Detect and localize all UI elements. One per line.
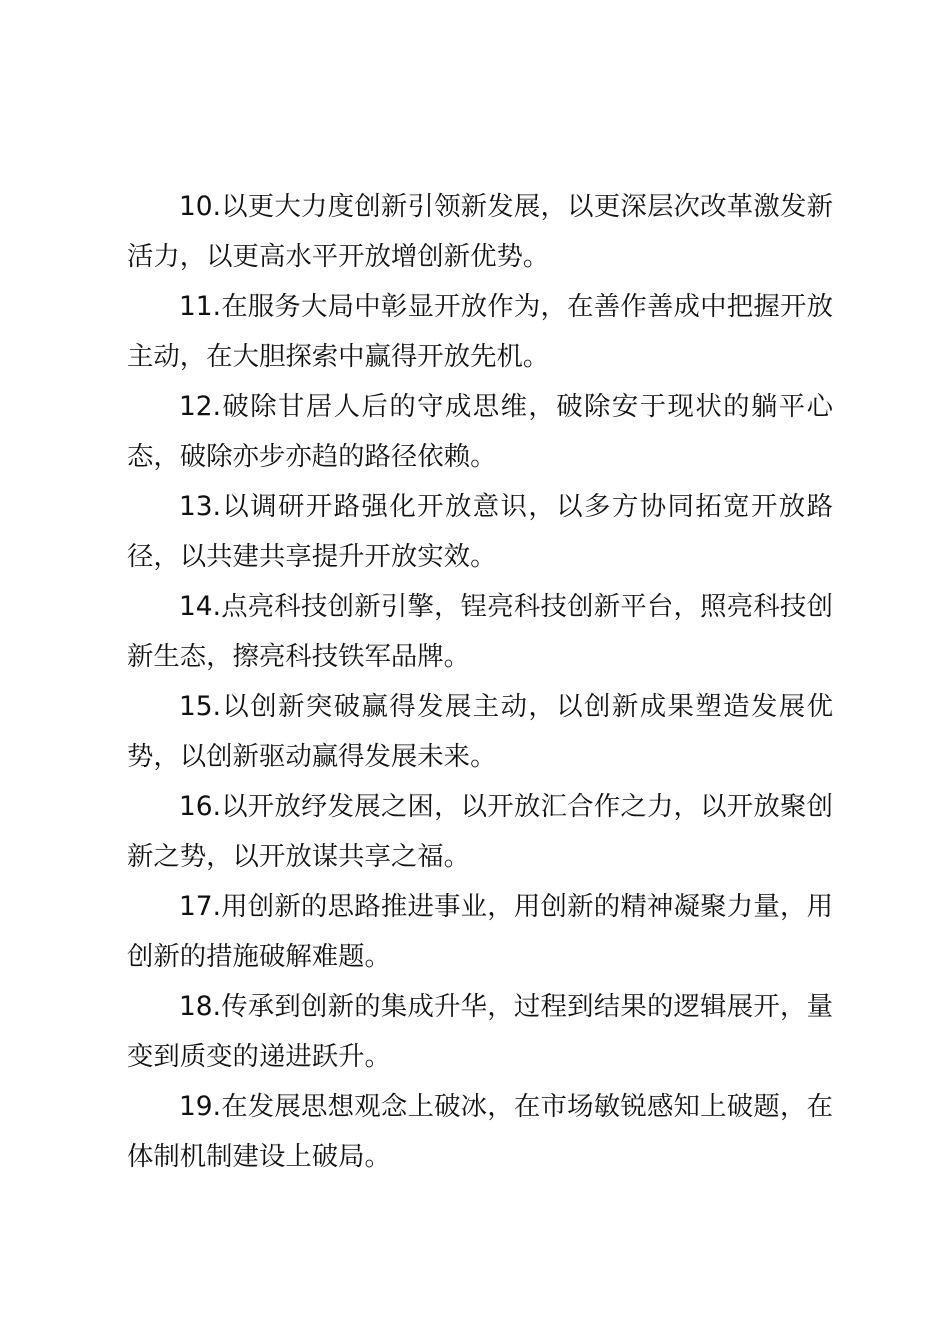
paragraph-12: 12.破除甘居人后的守成思维，破除安于现状的躺平心态，破除亦步亦趋的路径依赖。 — [127, 391, 833, 472]
paragraph-14: 14.点亮科技创新引擎，锃亮科技创新平台，照亮科技创新生态，擦亮科技铁军品牌。 — [127, 591, 833, 672]
document-body — [127, 182, 833, 1182]
paragraph-11: 11.在服务大局中彰显开放作为，在善作善成中把握开放主动，在大胆探索中赢得开放先机。 — [127, 291, 833, 372]
paragraph-19: 19.在发展思想观念上破冰，在市场敏锐感知上破题，在体制机制建设上破局。 — [127, 1091, 833, 1172]
paragraph-15: 15.以创新突破赢得发展主动，以创新成果塑造发展优势，以创新驱动赢得发展未来。 — [127, 691, 833, 772]
paragraph-16: 16.以开放纾发展之困，以开放汇合作之力，以开放聚创新之势，以开放谋共享之福。 — [127, 791, 833, 872]
paragraph-10: 10.以更大力度创新引领新发展，以更深层次改革激发新活力，以更高水平开放增创新优势。 — [127, 191, 833, 272]
paragraph-18: 18.传承到创新的集成升华，过程到结果的逻辑展开，量变到质变的递进跃升。 — [127, 991, 833, 1072]
paragraph-17: 17.用创新的思路推进事业，用创新的精神凝聚力量，用创新的措施破解难题。 — [127, 891, 833, 972]
paragraph-13: 13.以调研开路强化开放意识，以多方协同拓宽开放路径，以共建共享提升开放实效。 — [127, 491, 833, 572]
